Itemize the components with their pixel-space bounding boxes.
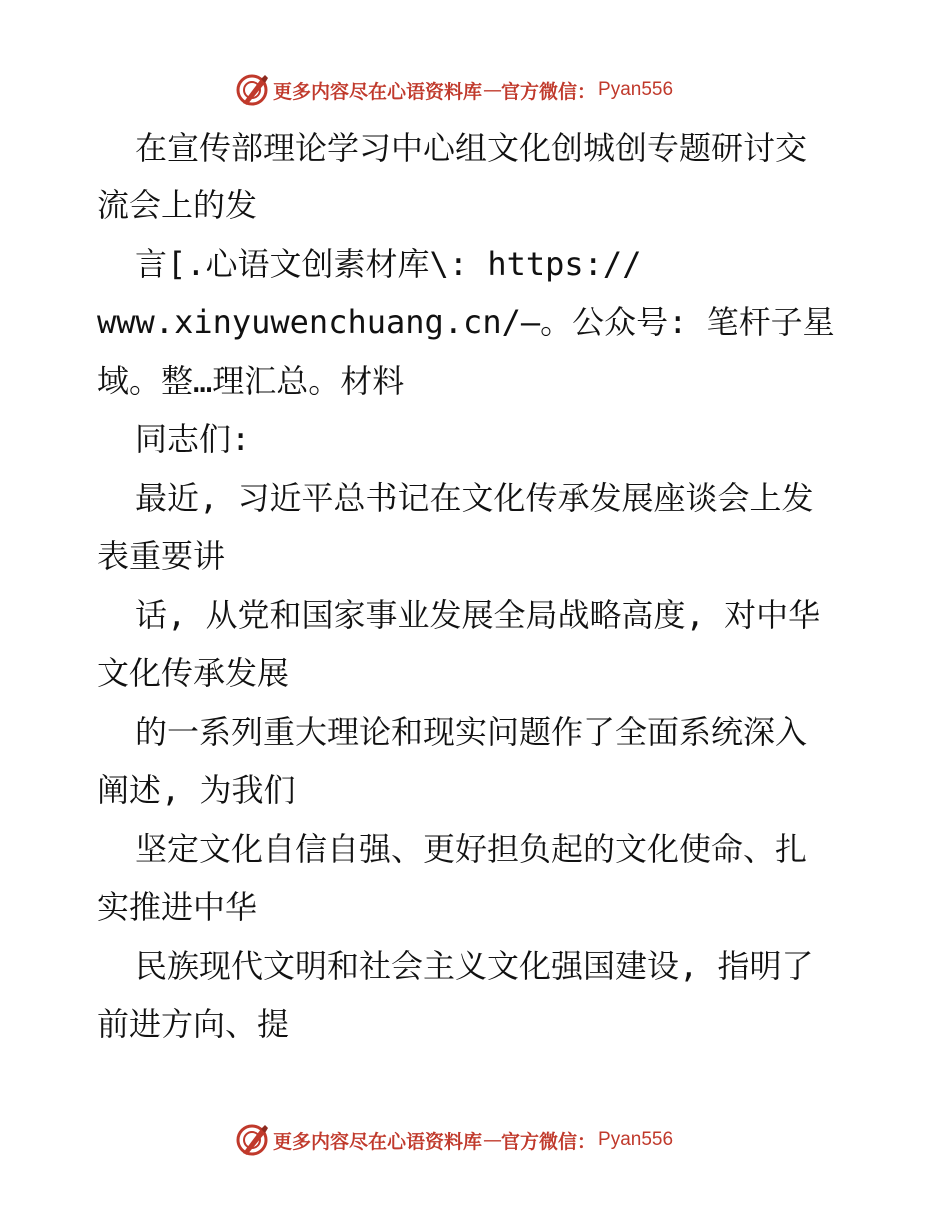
body-line: 表重要讲 (97, 537, 226, 575)
footer-banner-dash: — (483, 1129, 501, 1151)
body-line: 的一系列重大理论和现实问题作了全面系统深入 (135, 713, 808, 751)
body-line: 最近, 习近平总书记在文化传承发展座谈会上发 (135, 479, 814, 517)
pen-logo-icon (235, 1123, 269, 1157)
body-line: 域。整…理汇总。材料 (97, 362, 405, 400)
footer-banner (235, 1122, 673, 1158)
footer-wechat-id: Pyan556 (598, 1129, 674, 1150)
body-line: www.xinyuwenchuang.cn/—。公众号: 笔杆子星 (97, 303, 835, 341)
header-wechat-id: Pyan556 (598, 79, 674, 100)
header-banner (235, 72, 673, 108)
body-line: 阐述, 为我们 (97, 771, 296, 809)
header-banner-text: 更多内容尽在心语资料库 (273, 80, 483, 103)
body-line: 实推进中华 (97, 888, 258, 926)
body-line: 文化传承发展 (97, 654, 290, 692)
footer-banner-text: 更多内容尽在心语资料库 (273, 1130, 483, 1153)
pen-logo-icon (235, 73, 269, 107)
header-wechat-label: 官方微信： (501, 80, 597, 103)
body-line: 在宣传部理论学习中心组文化创城创专题研讨交 (135, 129, 808, 167)
body-line: 言[.心语文创素材库\: https:// (135, 245, 642, 283)
body-line: 流会上的发 (97, 186, 258, 224)
body-line: 话, 从党和国家事业发展全局战略高度, 对中华 (135, 596, 821, 634)
body-line: 前进方向、提 (97, 1005, 290, 1043)
body-line: 民族现代文明和社会主义文化强国建设, 指明了 (135, 947, 814, 985)
body-line: 同志们: (135, 420, 251, 458)
body-line: 坚定文化自信自强、更好担负起的文化使命、扎 (135, 830, 808, 868)
header-banner-dash: — (483, 79, 501, 101)
footer-wechat-label: 官方微信： (501, 1130, 597, 1153)
